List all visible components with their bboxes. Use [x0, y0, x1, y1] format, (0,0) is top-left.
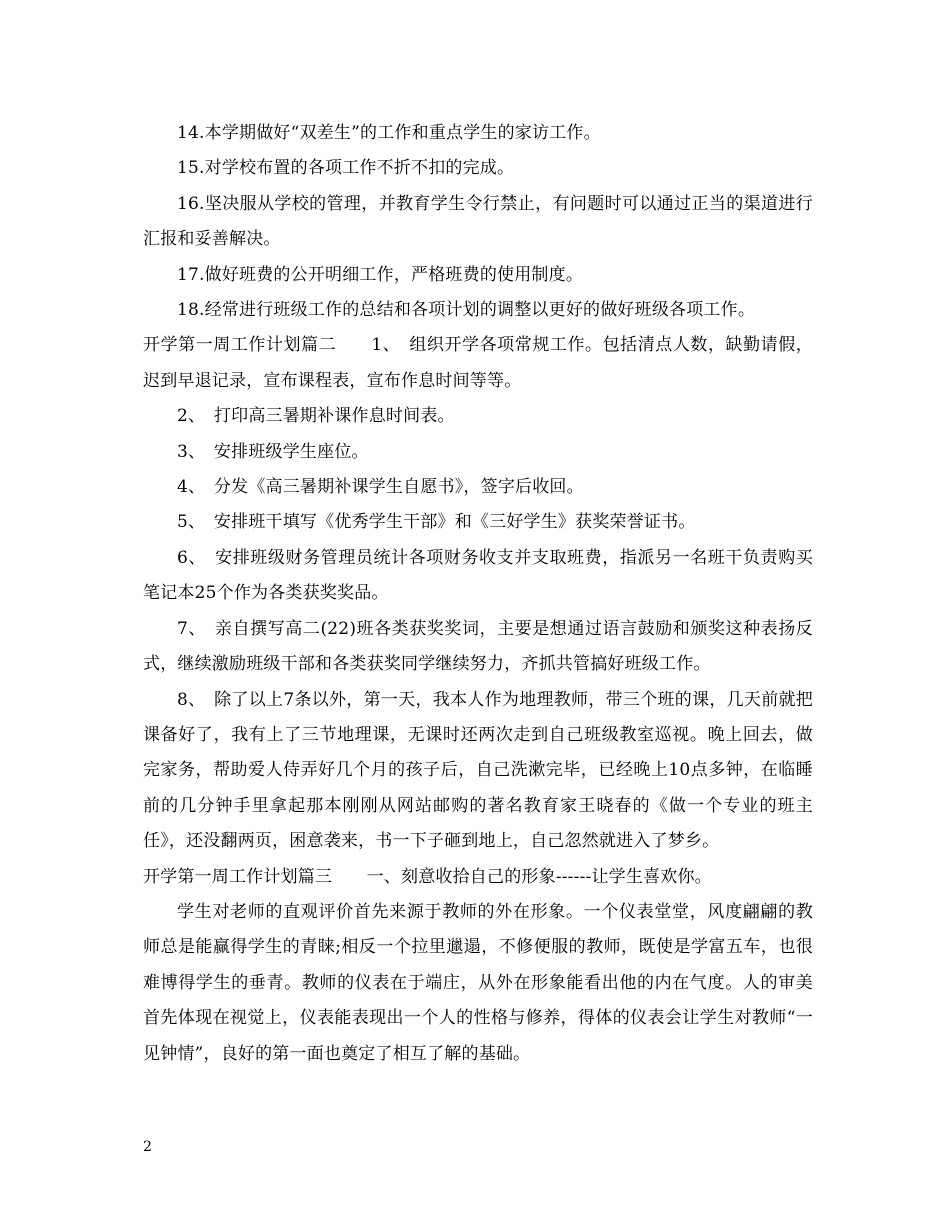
plan-two-item-4: 4、 分发《高三暑期补课学生自愿书》，签字后收回。	[177, 477, 584, 498]
page-number: 2	[143, 1139, 152, 1155]
document-body	[143, 116, 813, 1072]
section-plan-two-heading-paragraph: 开学第一周工作计划篇二 1、 组织开学各项常规工作。包括清点人数，缺勤请假，迟到早退记录，宣布课程表，宣布作息时间等等。	[143, 335, 813, 391]
plan-two-item-8: 8、 除了以上7条以外，第一天，我本人作为地理教师，带三个班的课，几天前就把课备好了，我有上了三节地理课，无课时还两次走到自己班级教室巡视。晚上回去，做完家务，帮助爱人侍弄好几个月的孩子后，自己洗漱完毕，已经晚上10点多钟，在临睡前的几分钟手里拿起那本刚刚从网站邮购的著名教育家王晓春的《做一个专业的班主任》，还没翻两页，困意袭来，书一下子砸到地上，自己忽然就进入了梦乡。	[143, 689, 813, 852]
paragraph-item-16: 16.坚决服从学校的管理，并教育学生令行禁止，有问题时可以通过正当的渠道进行汇报和妥善解决。	[143, 193, 813, 250]
paragraph-item-15: 15.对学校布置的各项工作不折不扣的完成。	[177, 158, 515, 179]
paragraph-item-14: 14.本学期做好“双差生”的工作和重点学生的家访工作。	[177, 123, 601, 143]
plan-two-item-3: 3、 安排班级学生座位。	[177, 441, 369, 462]
plan-two-item-5: 5、 安排班干填写《优秀学生干部》和《三好学生》获奖荣誉证书。	[177, 512, 696, 533]
section-plan-three-heading-paragraph: 开学第一周工作计划篇三 一、刻意收拾自己的形象------让学生喜欢你。	[143, 866, 712, 887]
plan-three-body-paragraph: 学生对老师的直观评价首先来源于教师的外在形象。一个仪表堂堂，风度翩翩的教师总是能赢得学生的青睐;相反一个拉里邋遢，不修便服的教师，既使是学富五车，也很难博得学生的垂青。教师的仪表在于端庄，从外在形象能看出他的内在气度。人的审美首先体现在视觉上，仪表能表现出一个人的性格与修养，得体的仪表会让学生对教师“一见钟情”，良好的第一面也奠定了相互了解的基础。	[143, 901, 813, 1064]
plan-two-item-2: 2、 打印高三暑期补课作息时间表。	[177, 406, 455, 427]
plan-two-item-6: 6、 安排班级财务管理员统计各项财务收支并支取班费，指派另一名班干负责购买笔记本25个作为各类获奖奖品。	[143, 547, 813, 604]
paragraph-item-18: 18.经常进行班级工作的总结和各项计划的调整以更好的做好班级各项工作。	[177, 300, 756, 321]
paragraph-item-17: 17.做好班费的公开明细工作，严格班费的使用制度。	[177, 264, 584, 285]
plan-two-item-7: 7、 亲自撰写高二(22)班各类获奖奖词，主要是想通过语言鼓励和颁奖这种表扬反式，继续激励班级干部和各类获奖同学继续努力，齐抓共管搞好班级工作。	[143, 618, 813, 675]
